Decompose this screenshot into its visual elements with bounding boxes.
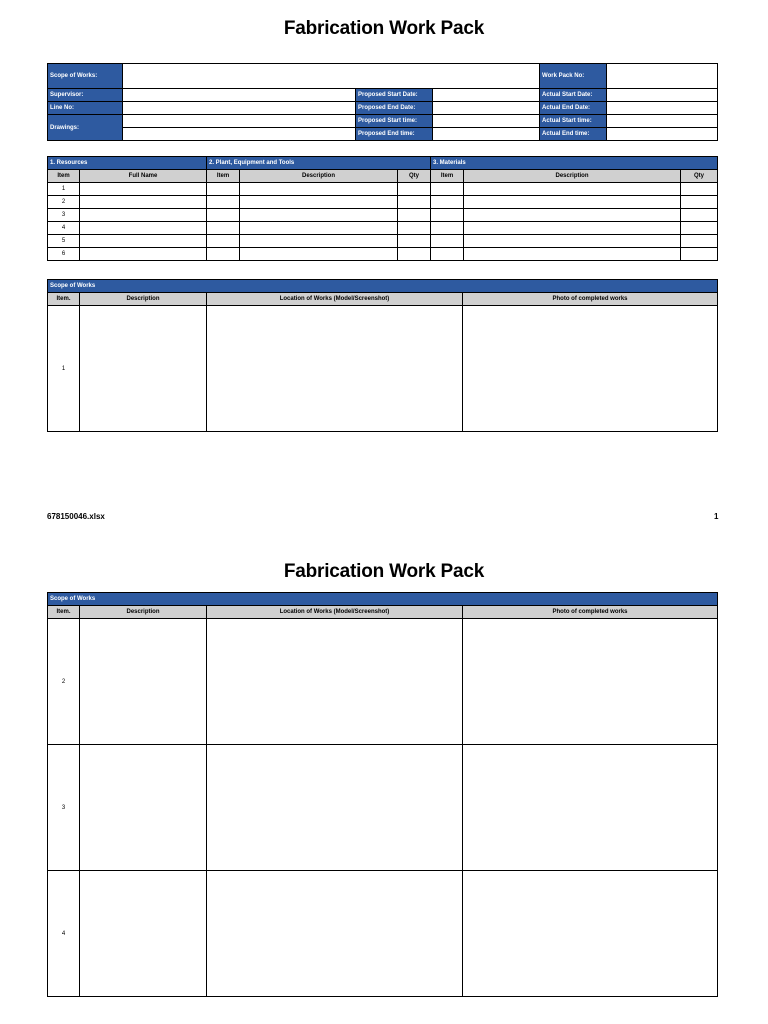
cell[interactable] — [207, 209, 240, 222]
col-description: Description — [464, 170, 681, 183]
row-number: 4 — [48, 222, 80, 235]
actual-start-date-field[interactable] — [607, 89, 718, 102]
scope-of-works-field[interactable] — [123, 64, 540, 89]
cell[interactable] — [207, 196, 240, 209]
proposed-end-date-field[interactable] — [433, 102, 540, 115]
footer-filename: 678150046.xlsx — [47, 512, 105, 521]
location-cell[interactable] — [207, 306, 463, 432]
description-cell[interactable] — [80, 871, 207, 997]
cell[interactable] — [464, 183, 681, 196]
col-description: Description — [80, 293, 207, 306]
cell[interactable] — [240, 209, 398, 222]
col-item: Item — [48, 170, 80, 183]
table-row — [48, 306, 718, 432]
cell[interactable] — [464, 248, 681, 261]
scope-of-works-table — [47, 279, 718, 432]
cell[interactable] — [431, 248, 464, 261]
row-number: 4 — [48, 871, 80, 997]
description-cell[interactable] — [80, 745, 207, 871]
resources-section-header: 1. Resources — [48, 157, 207, 170]
col-qty: Qty — [398, 170, 431, 183]
col-item: Item — [207, 170, 240, 183]
location-cell[interactable] — [207, 619, 463, 745]
cell[interactable] — [681, 235, 718, 248]
materials-section-header: 3. Materials — [431, 157, 718, 170]
cell[interactable] — [80, 222, 207, 235]
row-number: 3 — [48, 745, 80, 871]
col-photo: Photo of completed works — [463, 293, 718, 306]
col-item: Item. — [48, 606, 80, 619]
cell[interactable] — [681, 183, 718, 196]
cell[interactable] — [207, 235, 240, 248]
plant-equipment-section-header: 2. Plant, Equipment and Tools — [207, 157, 431, 170]
col-location: Location of Works (Model/Screenshot) — [207, 606, 463, 619]
footer-page-number: 1 — [714, 512, 719, 521]
cell[interactable] — [398, 196, 431, 209]
cell[interactable] — [431, 196, 464, 209]
description-cell[interactable] — [80, 306, 207, 432]
table-row — [48, 183, 718, 196]
cell[interactable] — [398, 235, 431, 248]
table-row — [48, 235, 718, 248]
row-number: 2 — [48, 196, 80, 209]
location-cell[interactable] — [207, 745, 463, 871]
work-pack-no-field[interactable] — [607, 64, 718, 89]
table-row — [48, 619, 718, 745]
proposed-start-date-field[interactable] — [433, 89, 540, 102]
table-row — [48, 871, 718, 997]
proposed-end-date-label: Proposed End Date: — [356, 102, 433, 115]
location-cell[interactable] — [207, 871, 463, 997]
row-number: 1 — [48, 306, 80, 432]
proposed-end-time-field[interactable] — [433, 128, 540, 141]
cell[interactable] — [207, 183, 240, 196]
page-title: Fabrication Work Pack — [283, 18, 485, 39]
cell[interactable] — [464, 209, 681, 222]
photo-cell[interactable] — [463, 871, 718, 997]
cell[interactable] — [681, 248, 718, 261]
cell[interactable] — [80, 235, 207, 248]
table-row — [48, 745, 718, 871]
cell[interactable] — [240, 196, 398, 209]
cell[interactable] — [398, 248, 431, 261]
table-row — [48, 248, 718, 261]
scope-of-works-table-2 — [47, 592, 718, 997]
cell[interactable] — [207, 248, 240, 261]
actual-end-time-label: Actual End time: — [540, 128, 607, 141]
cell[interactable] — [80, 248, 207, 261]
cell[interactable] — [431, 235, 464, 248]
col-photo: Photo of completed works — [463, 606, 718, 619]
cell[interactable] — [240, 248, 398, 261]
cell[interactable] — [398, 183, 431, 196]
cell[interactable] — [398, 209, 431, 222]
cell[interactable] — [398, 222, 431, 235]
actual-start-time-field[interactable] — [607, 115, 718, 128]
cell[interactable] — [464, 235, 681, 248]
cell[interactable] — [240, 183, 398, 196]
row-number: 1 — [48, 183, 80, 196]
scope-of-works-label: Scope of Works: — [48, 64, 123, 89]
header-info-table — [47, 63, 718, 141]
table-row — [48, 222, 718, 235]
col-description: Description — [240, 170, 398, 183]
cell[interactable] — [464, 196, 681, 209]
actual-end-date-field[interactable] — [607, 102, 718, 115]
col-item: Item — [431, 170, 464, 183]
cell[interactable] — [681, 196, 718, 209]
work-pack-no-label: Work Pack No: — [540, 64, 607, 89]
cell[interactable] — [240, 235, 398, 248]
row-number: 6 — [48, 248, 80, 261]
row-number: 3 — [48, 209, 80, 222]
photo-cell[interactable] — [463, 745, 718, 871]
cell[interactable] — [80, 196, 207, 209]
line-no-label: Line No: — [48, 102, 123, 115]
table-row — [48, 209, 718, 222]
line-no-field[interactable] — [123, 102, 356, 115]
proposed-start-date-label: Proposed Start Date: — [356, 89, 433, 102]
actual-end-date-label: Actual End Date: — [540, 102, 607, 115]
cell[interactable] — [681, 222, 718, 235]
row-number: 5 — [48, 235, 80, 248]
col-full-name: Full Name — [80, 170, 207, 183]
actual-start-time-label: Actual Start time: — [540, 115, 607, 128]
cell[interactable] — [681, 209, 718, 222]
proposed-start-time-field[interactable] — [433, 115, 540, 128]
description-cell[interactable] — [80, 619, 207, 745]
photo-cell[interactable] — [463, 306, 718, 432]
actual-start-date-label: Actual Start Date: — [540, 89, 607, 102]
scope-section-header: Scope of Works — [48, 280, 718, 293]
col-description: Description — [80, 606, 207, 619]
row-number: 2 — [48, 619, 80, 745]
resources-table — [47, 156, 718, 261]
cell[interactable] — [431, 209, 464, 222]
cell[interactable] — [80, 183, 207, 196]
scope-section-header: Scope of Works — [48, 593, 718, 606]
cell[interactable] — [80, 209, 207, 222]
table-row — [48, 196, 718, 209]
col-qty: Qty — [681, 170, 718, 183]
col-location: Location of Works (Model/Screenshot) — [207, 293, 463, 306]
cell[interactable] — [240, 222, 398, 235]
proposed-end-time-label: Proposed End time: — [356, 128, 433, 141]
drawings-label: Drawings: — [48, 115, 123, 141]
photo-cell[interactable] — [463, 619, 718, 745]
page-title: Fabrication Work Pack — [283, 561, 485, 582]
cell[interactable] — [431, 183, 464, 196]
supervisor-label: Supervisor: — [48, 89, 123, 102]
drawings-field-1[interactable] — [123, 115, 356, 128]
cell[interactable] — [464, 222, 681, 235]
proposed-start-time-label: Proposed Start time: — [356, 115, 433, 128]
cell[interactable] — [207, 222, 240, 235]
cell[interactable] — [431, 222, 464, 235]
drawings-field-2[interactable] — [123, 128, 356, 141]
col-item: Item. — [48, 293, 80, 306]
supervisor-field[interactable] — [123, 89, 356, 102]
actual-end-time-field[interactable] — [607, 128, 718, 141]
